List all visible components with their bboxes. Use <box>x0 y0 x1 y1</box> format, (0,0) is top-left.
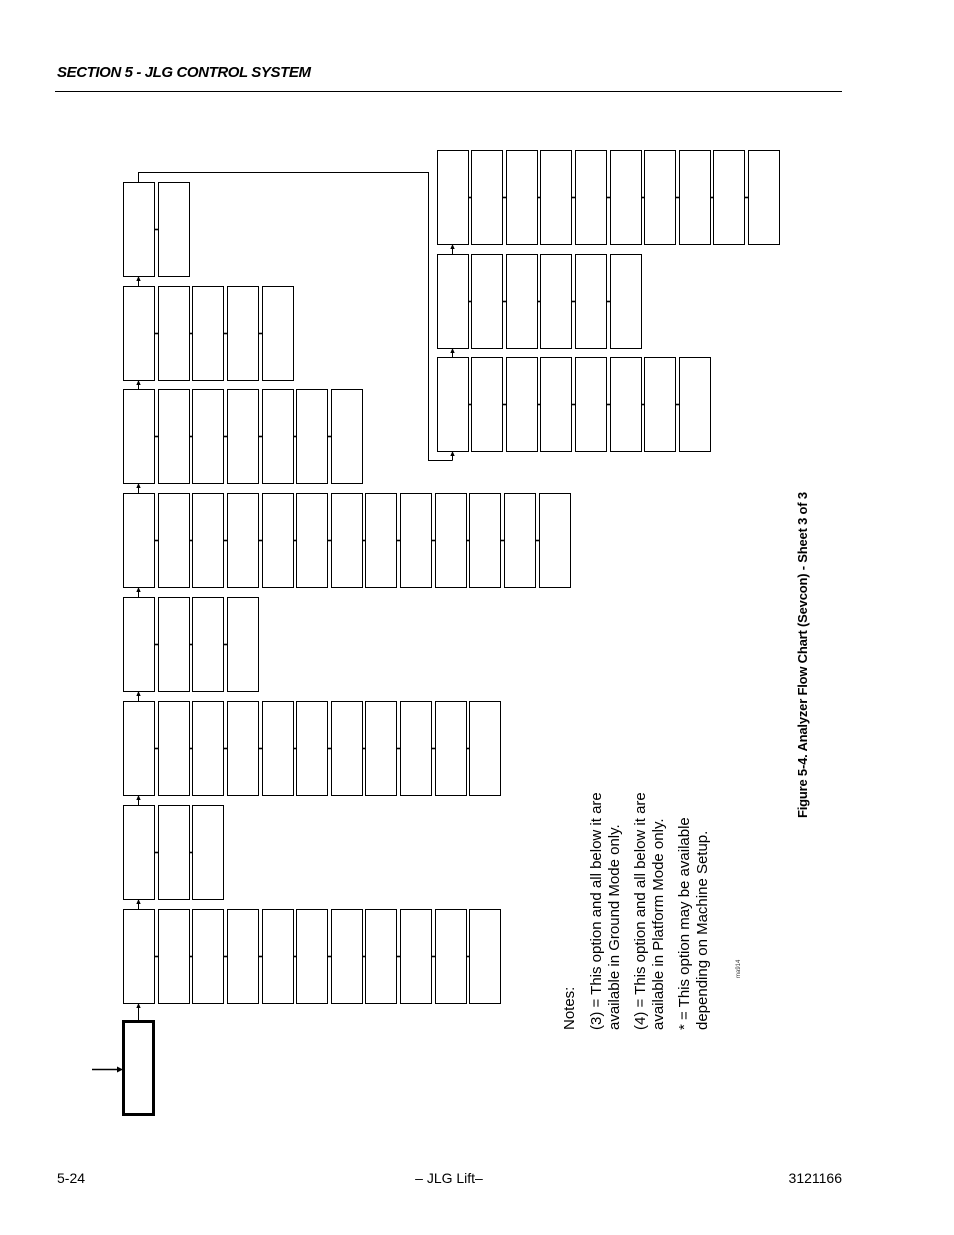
flowchart-box-row-e-6 <box>297 494 328 588</box>
flowchart-box-row-i-3 <box>507 358 538 452</box>
flowchart-box-row-j-6 <box>611 255 642 349</box>
flowchart-box-row-h-2 <box>159 183 190 277</box>
flowchart-box-row-f-7 <box>332 390 363 484</box>
flowchart-box-row-f-5 <box>263 390 294 484</box>
figure-caption: Figure 5-4. Analyzer Flow Chart (Sevcon) - Sheet 3 of 3 <box>795 492 810 818</box>
flowchart-box-row-a-9 <box>401 910 432 1004</box>
flowchart-box-row-f-4 <box>228 390 259 484</box>
flowchart-box-row-e-4 <box>228 494 259 588</box>
flowchart-box-row-a-4 <box>228 910 259 1004</box>
flowchart-box-row-a-10 <box>436 910 467 1004</box>
flowchart-box-row-e-10 <box>436 494 467 588</box>
flowchart-box-row-k-5 <box>576 151 607 245</box>
document-number: 3121166 <box>788 1170 842 1186</box>
flowchart-box-row-k-2 <box>472 151 503 245</box>
flowchart-box-row-f-3 <box>193 390 224 484</box>
flowchart-box-row-k-9 <box>714 151 745 245</box>
drawing-id: ma914 <box>736 959 742 978</box>
flowchart-box-row-c-11 <box>470 702 501 796</box>
flowchart-box-row-c-9 <box>401 702 432 796</box>
flowchart-box-row-c-5 <box>263 702 294 796</box>
footer-brand: – JLG Lift– <box>415 1170 483 1186</box>
flowchart-box-row-a-2 <box>159 910 190 1004</box>
flowchart-box-row-i-7 <box>645 358 676 452</box>
flowchart-box-row-d-4 <box>228 598 259 692</box>
flowchart-box-row-k-8 <box>680 151 711 245</box>
notes-title: Notes: <box>561 986 578 1030</box>
flowchart-box-row-c-10 <box>436 702 467 796</box>
flowchart-box-row-c-7 <box>332 702 363 796</box>
page-number: 5-24 <box>57 1170 86 1186</box>
note-line: * = This option may be available <box>676 817 693 1030</box>
flowchart-box-row-e-9 <box>401 494 432 588</box>
flowchart-box-row-e-8 <box>366 494 397 588</box>
flowchart-box-row-c-4 <box>228 702 259 796</box>
flowchart-box-row-g-5 <box>263 287 294 381</box>
flowchart-box-row-g-2 <box>159 287 190 381</box>
flowchart-box-row-c-3 <box>193 702 224 796</box>
flowchart-box-row-a-1 <box>124 910 155 1004</box>
flowchart-box-row-a-8 <box>366 910 397 1004</box>
flowchart-box-row-f-1 <box>124 390 155 484</box>
flowchart-box-row-k-10 <box>749 151 780 245</box>
flowchart-box-row-e-5 <box>263 494 294 588</box>
flowchart-box-row-j-1 <box>438 255 469 349</box>
flowchart-box-row-g-1 <box>124 287 155 381</box>
flowchart-box-row-f-2 <box>159 390 190 484</box>
flowchart-box-row-c-1 <box>124 702 155 796</box>
flowchart-box-row-a-7 <box>332 910 363 1004</box>
header-divider <box>55 91 842 92</box>
note-line: available in Platform Mode only. <box>650 818 667 1030</box>
flowchart-box-row-e-12 <box>505 494 536 588</box>
flowchart-box-row-f-6 <box>297 390 328 484</box>
note-item-ground-mode <box>588 792 624 1030</box>
flowchart-box-row-j-2 <box>472 255 503 349</box>
flowchart-box-row-k-6 <box>611 151 642 245</box>
figure-notes <box>561 792 720 1030</box>
flowchart-box-row-e-7 <box>332 494 363 588</box>
flowchart-box-row-e-2 <box>159 494 190 588</box>
flowchart-box-row-j-4 <box>541 255 572 349</box>
flowchart-box-row-i-6 <box>611 358 642 452</box>
flowchart-box-row-j-5 <box>576 255 607 349</box>
flowchart-box-row-c-2 <box>159 702 190 796</box>
flowchart-box-row-c-8 <box>366 702 397 796</box>
flowchart-box-row-i-1 <box>438 358 469 452</box>
flowchart-box-row-i-8 <box>680 358 711 452</box>
note-item-machine-setup <box>676 792 712 1030</box>
note-line: (3) = This option and all below it are <box>588 792 605 1030</box>
flowchart-box-row-a-5 <box>263 910 294 1004</box>
flowchart-box-row-k-7 <box>645 151 676 245</box>
flowchart-box-row-k-4 <box>541 151 572 245</box>
flowchart-box-row-g-4 <box>228 287 259 381</box>
flowchart-box-row-i-4 <box>541 358 572 452</box>
flowchart-box-row-a-11 <box>470 910 501 1004</box>
flowchart-box-row-e-1 <box>124 494 155 588</box>
flowchart-box-row-c-6 <box>297 702 328 796</box>
flowchart-box-row-b-2 <box>159 806 190 900</box>
flowchart-box-row-e-11 <box>470 494 501 588</box>
note-line: available in Ground Mode only. <box>606 824 623 1030</box>
flowchart-box-row-d-3 <box>193 598 224 692</box>
flowchart-box-row-a-3 <box>193 910 224 1004</box>
flowchart-box-row-e-3 <box>193 494 224 588</box>
note-item-platform-mode <box>632 792 668 1030</box>
flowchart-box-row-k-1 <box>438 151 469 245</box>
flowchart-box-row-e-13 <box>540 494 571 588</box>
flowchart-box-row-g-3 <box>193 287 224 381</box>
flowchart-box-row-b-1 <box>124 806 155 900</box>
section-header: SECTION 5 - JLG CONTROL SYSTEM <box>57 64 311 81</box>
flowchart-box-row-j-3 <box>507 255 538 349</box>
flowchart-box-row-i-5 <box>576 358 607 452</box>
flowchart-box-row-k-3 <box>507 151 538 245</box>
note-line: (4) = This option and all below it are <box>632 792 649 1030</box>
flowchart-box-row-b-3 <box>193 806 224 900</box>
flowchart-box-row-d-2 <box>159 598 190 692</box>
flowchart-start-box <box>124 1022 154 1115</box>
note-line: depending on Machine Setup. <box>694 830 711 1030</box>
flowchart-box-row-a-6 <box>297 910 328 1004</box>
flowchart-box-row-d-1 <box>124 598 155 692</box>
flowchart-box-row-h-1 <box>124 183 155 277</box>
flowchart-box-row-i-2 <box>472 358 503 452</box>
